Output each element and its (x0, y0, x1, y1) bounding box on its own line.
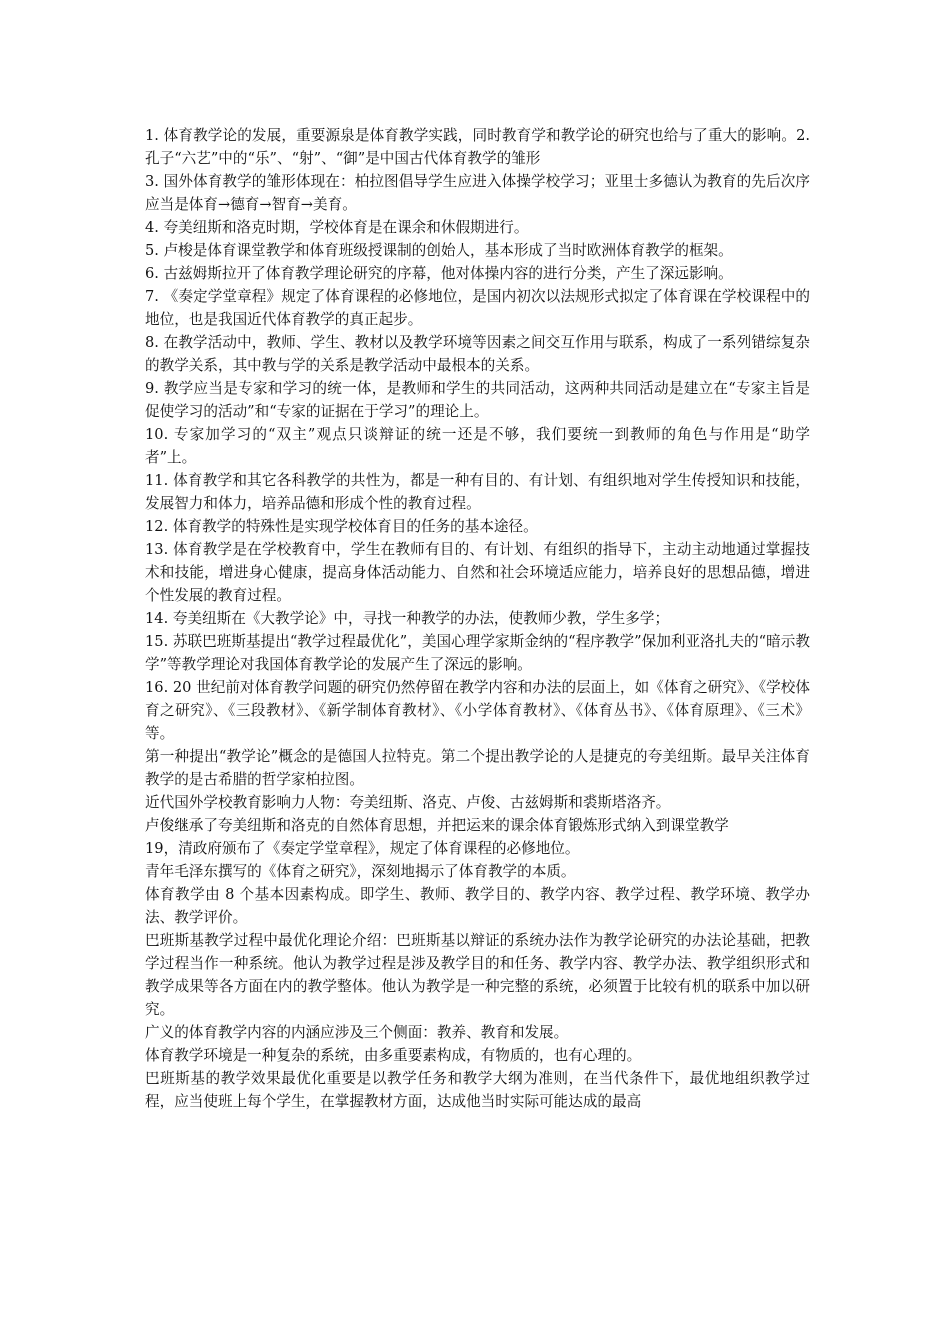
document-body (145, 124, 810, 1113)
paragraph-24: 体育教学环境是一种复杂的系统，由多重要素构成，有物质的，也有心理的。 (145, 1047, 642, 1064)
paragraph-25: 巴班斯基的教学效果最优化重要是以教学任务和教学大纲为准则，在当代条件下，最优地组织教学过程，应当使班上每个学生，在掌握教材方面，达成他当时实际可能达成的最高 (145, 1070, 810, 1110)
paragraph-22: 巴班斯基教学过程中最优化理论介绍：巴班斯基以辩证的系统办法作为教学论研究的办法论基础，把教学过程当作一种系统。他认为教学过程是涉及教学目的和任务、教学内容、教学办法、教学组织形式和教学成果等各方面在内的教学整体。他认为教学是一种完整的系统，必须置于比较有机的联系中加以研究。 (145, 932, 810, 1018)
paragraph-14: 15. 苏联巴班斯基提出“教学过程最优化”，美国心理学家斯金纳的“程序教学”保加利亚洛扎夫的“暗示教学”等教学理论对我国体育教学论的发展产生了深远的影响。 (145, 633, 810, 673)
paragraph-7: 8. 在教学活动中，教师、学生、教材以及教学环境等因素之间交互作用与联系，构成了一系列错综复杂的教学关系，其中教与学的关系是教学活动中最根本的关系。 (145, 334, 810, 374)
paragraph-5: 6. 古兹姆斯拉开了体育教学理论研究的序幕，他对体操内容的进行分类，产生了深远影响。 (145, 265, 733, 282)
paragraph-15: 16. 20 世纪前对体育教学问题的研究仍然停留在教学内容和办法的层面上，如《体育之研究》、《学校体育之研究》、《三段教材》、《新学制体育教材》、《小学体育教材》、《体育丛书》、《体育原理》、《三术》等。 (145, 679, 810, 742)
paragraph-19: 19，清政府颁布了《奏定学堂章程》，规定了体育课程的必修地位。 (145, 840, 580, 857)
paragraph-2: 3. 国外体育教学的雏形体现在：柏拉图倡导学生应进入体操学校学习；亚里士多德认为教育的先后次序应当是体育→德育→智育→美育。 (145, 173, 810, 213)
paragraph-11: 12. 体育教学的特殊性是实现学校体育目的任务的基本途径。 (145, 518, 538, 535)
paragraph-16: 第一种提出“教学论”概念的是德国人拉特克。第二个提出教学论的人是捷克的夸美纽斯。最早关注体育教学的是古希腊的哲学家柏拉图。 (145, 748, 810, 788)
paragraph-21: 体育教学由 8 个基本因素构成。即学生、教师、教学目的、教学内容、教学过程、教学环境、教学办法、教学评价。 (145, 886, 810, 926)
paragraph-4: 5. 卢梭是体育课堂教学和体育班级授课制的创始人，基本形成了当时欧洲体育教学的框架。 (145, 242, 733, 259)
paragraph-1: 1. 体育教学论的发展，重要源泉是体育教学实践，同时教育学和教学论的研究也给与了重大的影响。2. 孔子“六艺”中的“乐”、“射”、“御”是中国古代体育教学的雏形 (145, 127, 810, 167)
paragraph-9: 10. 专家加学习的“双主”观点只谈辩证的统一还是不够，我们要统一到教师的角色与作用是“助学者”上。 (145, 426, 810, 466)
paragraph-6: 7. 《奏定学堂章程》规定了体育课程的必修地位，是国内初次以法规形式拟定了体育课在学校课程中的地位，也是我国近代体育教学的真正起步。 (145, 288, 810, 328)
paragraph-10: 11. 体育教学和其它各科教学的共性为，都是一种有目的、有计划、有组织地对学生传授知识和技能，发展智力和体力，培养品德和形成个性的教育过程。 (145, 472, 810, 512)
paragraph-18: 卢俊继承了夸美纽斯和洛克的自然体育思想，并把运来的课余体育锻炼形式纳入到课堂教学 (145, 817, 729, 834)
paragraph-8: 9. 教学应当是专家和学习的统一体，是教师和学生的共同活动，这两种共同活动是建立在“专家主旨是促使学习的活动”和“专家的证据在于学习”的理论上。 (145, 380, 810, 420)
paragraph-12: 13. 体育教学是在学校教育中，学生在教师有目的、有计划、有组织的指导下，主动主动地通过掌握技术和技能，增进身心健康，提高身体活动能力、自然和社会环境适应能力，培养良好的思想品德，增进个性发展的教育过程。 (145, 541, 810, 604)
paragraph-20: 青年毛泽东撰写的《体育之研究》，深刻地揭示了体育教学的本质。 (145, 863, 576, 880)
paragraph-3: 4. 夸美纽斯和洛克时期，学校体育是在课余和休假期进行。 (145, 219, 529, 236)
paragraph-13: 14. 夸美纽斯在《大教学论》中，寻找一种教学的办法，使教师少教，学生多学； (145, 610, 670, 627)
paragraph-23: 广义的体育教学内容的内涵应涉及三个侧面：教养、教育和发展。 (145, 1024, 569, 1041)
paragraph-17: 近代国外学校教育影响力人物：夸美纽斯、洛克、卢俊、古兹姆斯和裘斯塔洛齐。 (145, 794, 671, 811)
